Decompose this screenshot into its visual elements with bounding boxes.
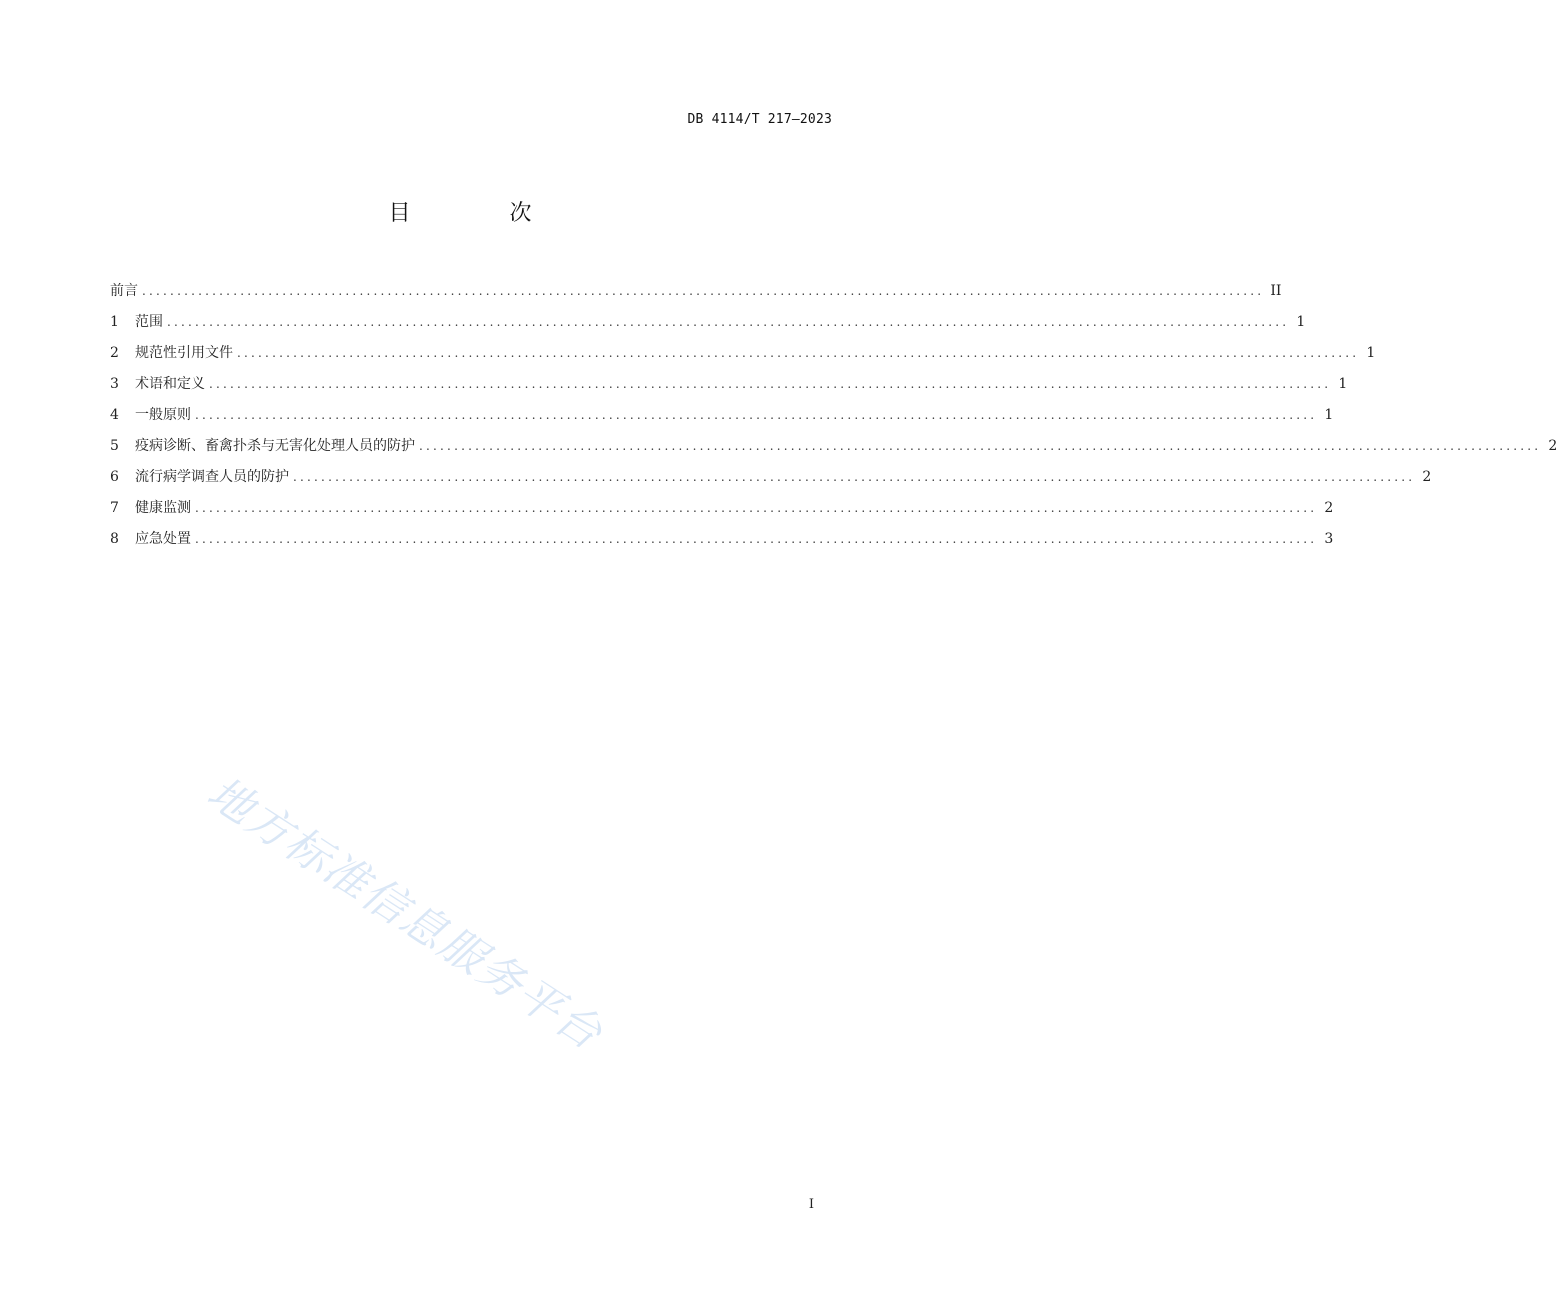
toc-entry-page: 2 — [1324, 500, 1334, 516]
toc-entry-page: 1 — [1296, 314, 1306, 330]
toc-entry-label: 流行病学调查人员的防护 — [135, 469, 289, 485]
toc-entry-number: 1 — [110, 314, 119, 330]
toc-entry[interactable] — [110, 497, 1334, 528]
toc-entry-label: 应急处置 — [135, 531, 191, 547]
toc-entry-number: 6 — [110, 469, 119, 485]
page-number: I — [808, 1197, 814, 1212]
table-of-contents — [110, 280, 1557, 559]
toc-entry-label: 一般原则 — [135, 407, 191, 423]
toc-entry-page: 1 — [1324, 407, 1334, 423]
toc-leader-dots: ................................................................................................................................................................ — [142, 284, 1265, 298]
watermark: 地方标准信息服务平台 — [198, 767, 612, 1061]
toc-entry-label: 前言 — [110, 283, 138, 299]
toc-entry-page: 1 — [1366, 345, 1376, 361]
toc-entry[interactable] — [110, 311, 1306, 342]
toc-entry-label: 范围 — [135, 314, 163, 330]
toc-entry-number: 2 — [110, 345, 119, 361]
toc-leader-dots: ................................................................................................................................................................ — [167, 315, 1290, 329]
toc-title: 目 次 — [388, 201, 578, 226]
toc-entry[interactable] — [110, 342, 1376, 373]
toc-leader-dots: ................................................................................................................................................................ — [293, 470, 1416, 484]
toc-entry-label: 术语和定义 — [135, 376, 205, 392]
toc-leader-dots: ................................................................................................................................................................ — [195, 532, 1318, 546]
toc-entry-number: 4 — [110, 407, 119, 423]
toc-entry[interactable] — [110, 435, 1557, 466]
toc-leader-dots: ................................................................................................................................................................ — [195, 501, 1318, 515]
toc-leader-dots: ................................................................................................................................................................ — [237, 346, 1360, 360]
toc-entry-label: 规范性引用文件 — [135, 345, 233, 361]
toc-entry-number: 5 — [110, 438, 119, 454]
toc-entry-page: 2 — [1422, 469, 1432, 485]
toc-entry-number: 3 — [110, 376, 119, 392]
toc-leader-dots: ................................................................................................................................................................ — [195, 408, 1318, 422]
toc-entry[interactable] — [110, 404, 1334, 435]
standard-code: DB 4114/T 217—2023 — [687, 112, 832, 127]
toc-entry-page: 1 — [1338, 376, 1348, 392]
toc-leader-dots: ................................................................................................................................................................ — [209, 377, 1332, 391]
toc-entry[interactable] — [110, 373, 1348, 404]
toc-entry-page: 3 — [1324, 531, 1334, 547]
toc-leader-dots: ................................................................................................................................................................ — [419, 439, 1542, 453]
toc-entry-label: 疫病诊断、畜禽扑杀与无害化处理人员的防护 — [135, 438, 415, 454]
toc-entry-label: 健康监测 — [135, 500, 191, 516]
toc-entry-number: 8 — [110, 531, 119, 547]
toc-entry-number: 7 — [110, 500, 119, 516]
toc-entry[interactable] — [110, 466, 1432, 497]
toc-entry-page: II — [1270, 283, 1282, 299]
toc-entry[interactable] — [110, 528, 1334, 559]
toc-entry[interactable] — [110, 280, 1282, 311]
toc-entry-page: 2 — [1548, 438, 1557, 454]
